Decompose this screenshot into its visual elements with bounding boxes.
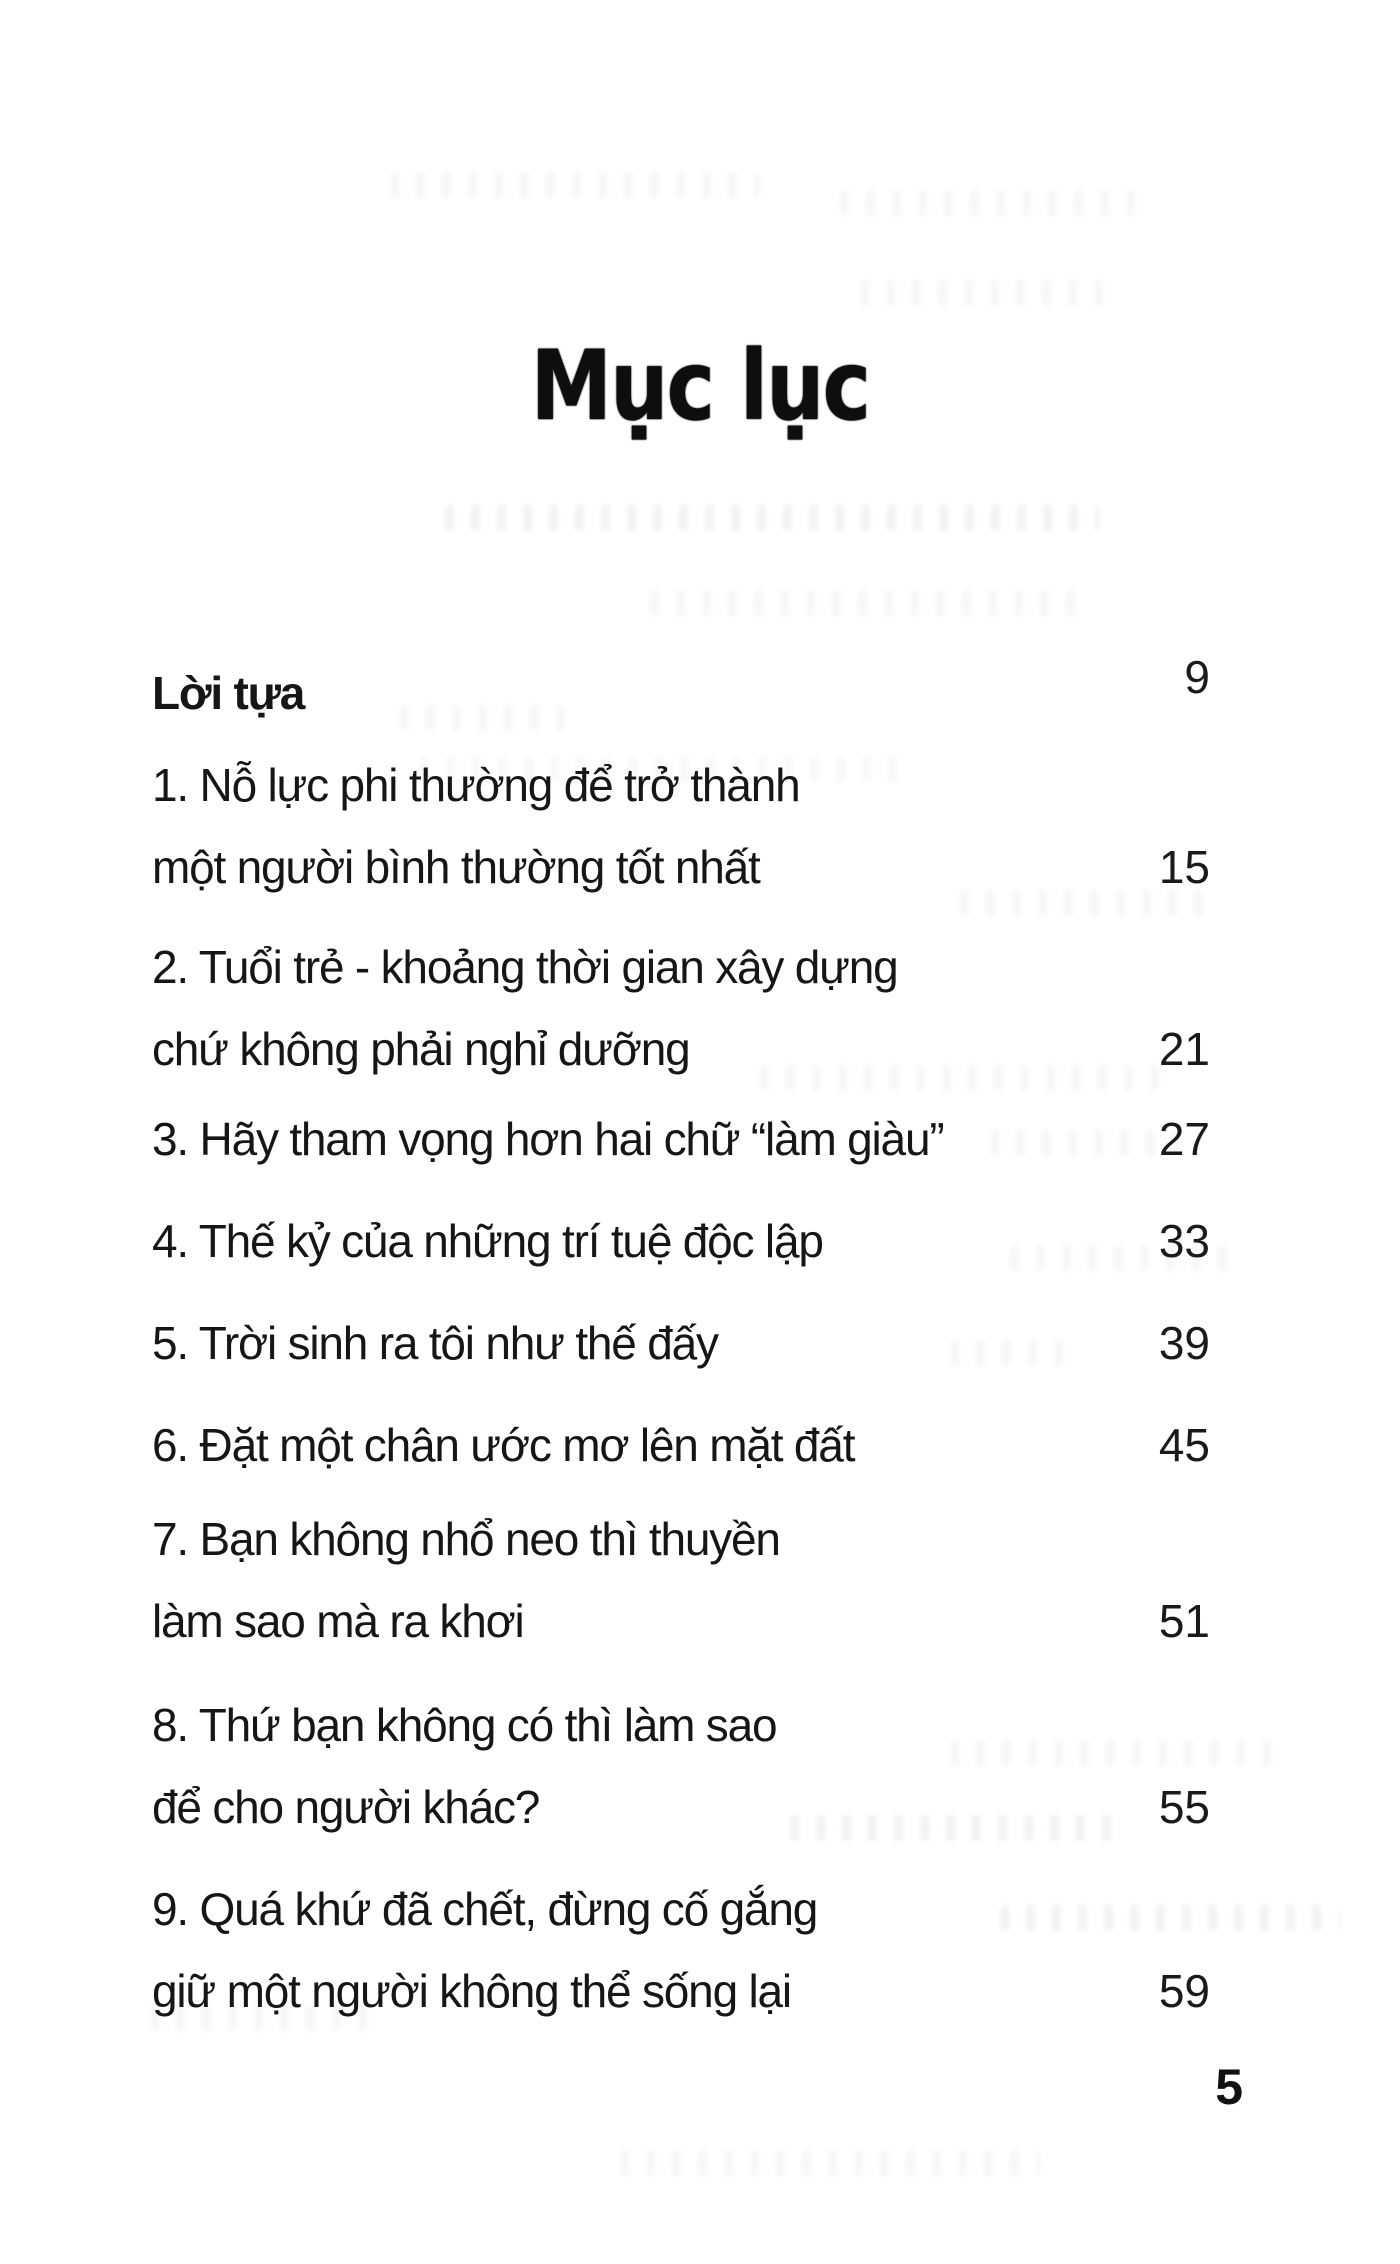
toc-entry-page-number: 59 [1158,1965,1210,2017]
preface-label: Lời tựa [152,667,305,719]
toc-entry-line: 1. Nỗ lực phi thường để trở thành [152,759,800,811]
toc-entry-page-number: 27 [1158,1113,1210,1165]
toc-entry-line: giữ một người không thể sống lại [152,1965,791,2017]
toc-entry-line: 6. Đặt một chân ước mơ lên mặt đất [152,1419,855,1471]
toc-entry [152,1868,1210,2032]
toc-entry-title [152,926,898,1090]
toc-entry-title [152,1302,718,1384]
toc-entry-page-number: 39 [1158,1317,1210,1369]
toc-entry-line: một người bình thường tốt nhất [152,841,760,893]
toc-entry-line: làm sao mà ra khơi [152,1595,524,1647]
toc-entry-title [152,1200,823,1282]
toc-entry-line: để cho người khác? [152,1781,540,1833]
toc-entry-line: chứ không phải nghỉ dưỡng [152,1023,690,1075]
toc-entry-title [152,1498,780,1662]
toc-entry-preface [152,636,1210,734]
toc-entry-title [152,1684,776,1848]
toc-entry [152,1404,1210,1486]
toc-entry-title [152,652,304,734]
toc-entry-page-number: 33 [1158,1215,1210,1267]
toc-entry [152,1302,1210,1384]
toc-entry [152,1684,1210,1848]
toc-entry-page-number: 55 [1158,1781,1210,1833]
toc-entry-page-number: 45 [1158,1419,1210,1471]
toc-entry-line: 3. Hãy tham vọng hơn hai chữ “làm giàu” [152,1113,944,1165]
toc-entry-line: 5. Trời sinh ra tôi như thế đấy [152,1317,718,1369]
toc-entry [152,1098,1210,1180]
toc-entry-line: 2. Tuổi trẻ - khoảng thời gian xây dựng [152,941,898,993]
toc-entry-title [152,1868,817,2032]
toc-entry-title [152,744,799,908]
toc-entry [152,744,1210,908]
toc-entry-line: 4. Thế kỷ của những trí tuệ độc lập [152,1215,823,1267]
toc-entry [152,926,1210,1090]
toc-entry-title [152,1098,943,1180]
toc-entry-title [152,1404,854,1486]
page-title: Mục lục [530,330,870,442]
toc-entry [152,1498,1210,1662]
toc-entry-line: 9. Quá khứ đã chết, đừng cố gắng [152,1883,818,1935]
toc-entry-line: 8. Thứ bạn không có thì làm sao [152,1699,777,1751]
toc-entry-page-number: 51 [1158,1595,1210,1647]
toc-entry-page-number: 9 [1184,651,1210,703]
toc-entry-page-number: 21 [1158,1023,1210,1075]
toc-list [152,0,1210,2264]
toc-entry-line: 7. Bạn không nhổ neo thì thuyền [152,1513,780,1565]
page-number-folio: 5 [1215,2059,1243,2115]
toc-entry-page-number: 15 [1158,841,1210,893]
toc-entry [152,1200,1210,1282]
